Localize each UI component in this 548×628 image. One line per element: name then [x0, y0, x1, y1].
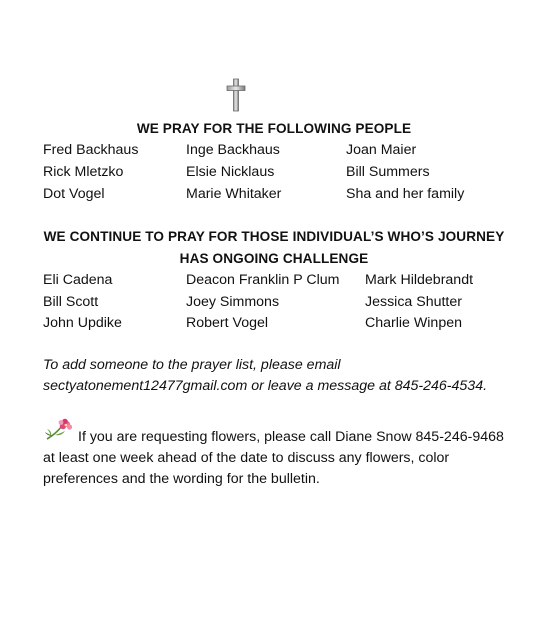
- name-cell: Bill Scott: [43, 294, 99, 310]
- name-cell: Mark Hildebrandt: [365, 272, 474, 288]
- section2-heading-line2: HAS ONGOING CHALLENGE: [179, 251, 369, 266]
- name-cell: Eli Cadena: [43, 272, 113, 288]
- name-cell: John Updike: [43, 315, 122, 331]
- name-cell: Marie Whitaker: [186, 186, 282, 202]
- name-cell: Sha and her family: [346, 186, 465, 202]
- name-cell: Rick Mletzko: [43, 164, 124, 180]
- name-cell: Fred Backhaus: [43, 142, 139, 158]
- name-cell: Robert Vogel: [186, 315, 269, 331]
- name-cell: Dot Vogel: [43, 186, 105, 202]
- name-cell: Jessica Shutter: [365, 294, 462, 310]
- cross-icon: [226, 78, 246, 112]
- section1-heading: WE PRAY FOR THE FOLLOWING PEOPLE: [136, 121, 412, 136]
- name-cell: Inge Backhaus: [186, 142, 280, 158]
- name-cell: Joey Simmons: [186, 294, 280, 310]
- name-cell: Deacon Franklin P Clum: [186, 272, 340, 288]
- name-cell: Elsie Nicklaus: [186, 164, 275, 180]
- flowers-note: If you are requesting flowers, please call Diane Snow 845-246-9468 at least one week ahead of the date to discuss any flowers, color preferences and the wording for the bulletin.: [43, 429, 504, 487]
- name-cell: Joan Maier: [346, 142, 417, 158]
- section2-heading-line1: WE CONTINUE TO PRAY FOR THOSE INDIVIDUAL’S WHO’S JOURNEY: [43, 229, 505, 244]
- name-cell: Charlie Winpen: [365, 315, 462, 331]
- name-cell: Bill Summers: [346, 164, 430, 180]
- prayer-list-note: To add someone to the prayer list, please email sectyatonement12477gmail.com or leave a message at 845-246-4534.: [43, 357, 488, 394]
